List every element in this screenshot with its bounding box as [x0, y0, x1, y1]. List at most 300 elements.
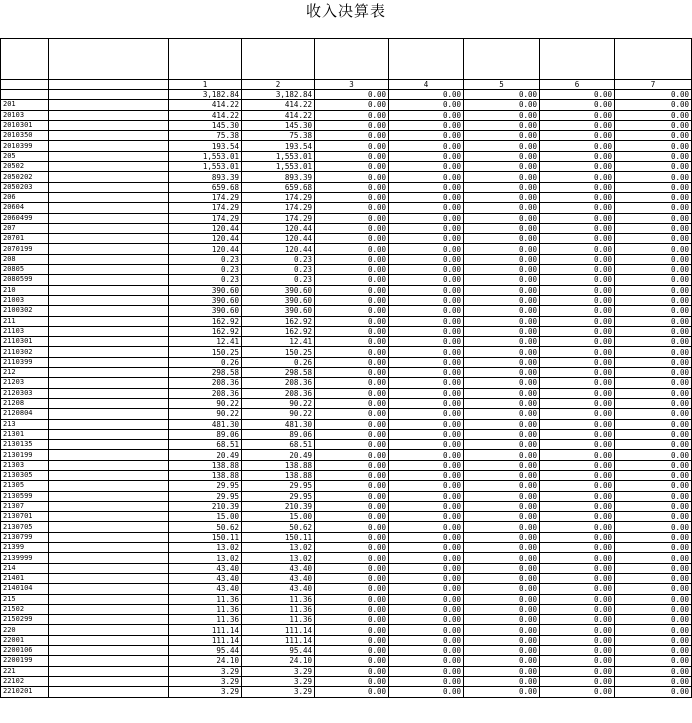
table-row [1, 192, 692, 202]
amount-cell: 12.41 [169, 337, 242, 347]
amount-cell: 0.00 [540, 666, 615, 676]
subject-code-cell: 2070199 [1, 244, 49, 254]
amount-cell: 0.00 [464, 388, 540, 398]
amount-cell: 0.00 [615, 440, 692, 450]
amount-cell: 0.23 [169, 275, 242, 285]
subject-code-cell: 21203 [1, 378, 49, 388]
amount-cell: 0.00 [315, 182, 389, 192]
amount-cell: 0.00 [389, 162, 464, 172]
amount-cell: 0.00 [389, 316, 464, 326]
amount-cell: 0.00 [464, 676, 540, 686]
table-row [1, 481, 692, 491]
amount-cell: 0.00 [464, 450, 540, 460]
amount-cell: 0.00 [615, 131, 692, 141]
amount-cell: 0.00 [615, 295, 692, 305]
amount-cell: 0.00 [315, 573, 389, 583]
amount-cell: 0.00 [389, 254, 464, 264]
table-row [1, 676, 692, 686]
amount-cell: 95.44 [242, 646, 315, 656]
table-row [1, 635, 692, 645]
page-title: 收入决算表 [305, 2, 386, 20]
table-row [1, 368, 692, 378]
amount-cell: 138.88 [242, 470, 315, 480]
subject-name-cell [49, 553, 169, 563]
amount-cell: 0.23 [169, 254, 242, 264]
amount-cell: 95.44 [169, 646, 242, 656]
subject-name-cell [49, 234, 169, 244]
subject-name-cell [49, 440, 169, 450]
amount-cell: 0.00 [315, 120, 389, 130]
table-row [1, 429, 692, 439]
amount-cell: 20.49 [169, 450, 242, 460]
amount-cell: 3,182.84 [242, 90, 315, 100]
amount-cell: 0.00 [464, 625, 540, 635]
amount-cell: 0.00 [615, 110, 692, 120]
amount-cell: 0.00 [464, 440, 540, 450]
amount-cell: 0.00 [540, 151, 615, 161]
amount-cell: 0.00 [315, 203, 389, 213]
subject-name-cell [49, 573, 169, 583]
amount-cell: 0.00 [615, 491, 692, 501]
amount-cell: 11.36 [169, 604, 242, 614]
subject-name-cell [49, 656, 169, 666]
table-row [1, 203, 692, 213]
colno-6: 6 [540, 80, 615, 90]
amount-cell: 0.00 [389, 172, 464, 182]
subject-name-cell [49, 368, 169, 378]
amount-cell: 0.00 [464, 594, 540, 604]
subject-code-cell: 212 [1, 368, 49, 378]
amount-cell: 29.95 [169, 491, 242, 501]
amount-cell: 0.00 [315, 584, 389, 594]
amount-cell: 0.00 [315, 131, 389, 141]
table-row [1, 388, 692, 398]
subject-code-cell: 2050202 [1, 172, 49, 182]
amount-cell: 0.00 [315, 234, 389, 244]
amount-cell: 0.00 [464, 481, 540, 491]
amount-cell: 0.00 [464, 285, 540, 295]
amount-cell: 0.00 [315, 687, 389, 697]
amount-cell: 120.44 [169, 234, 242, 244]
amount-cell: 0.00 [615, 646, 692, 656]
amount-cell: 111.14 [242, 625, 315, 635]
amount-cell: 0.00 [389, 100, 464, 110]
table-row [1, 398, 692, 408]
table-row [1, 295, 692, 305]
amount-cell: 90.22 [169, 398, 242, 408]
table-row [1, 275, 692, 285]
amount-cell: 162.92 [242, 326, 315, 336]
amount-cell: 0.00 [315, 368, 389, 378]
amount-cell: 162.92 [169, 316, 242, 326]
amount-cell: 0.00 [464, 151, 540, 161]
amount-cell: 0.00 [464, 584, 540, 594]
amount-cell: 3.29 [169, 666, 242, 676]
amount-cell: 0.00 [540, 316, 615, 326]
amount-cell: 43.40 [242, 584, 315, 594]
table-row [1, 594, 692, 604]
amount-cell: 0.00 [315, 388, 389, 398]
amount-cell: 390.60 [169, 306, 242, 316]
amount-cell: 0.00 [315, 563, 389, 573]
subject-name-cell [49, 388, 169, 398]
subject-name-cell [49, 254, 169, 264]
amount-cell: 11.36 [169, 615, 242, 625]
table-row [1, 419, 692, 429]
amount-cell: 390.60 [242, 295, 315, 305]
amount-cell: 0.00 [464, 615, 540, 625]
amount-cell: 174.29 [169, 213, 242, 223]
subject-name-cell [49, 491, 169, 501]
amount-cell: 0.00 [464, 419, 540, 429]
amount-cell: 11.36 [242, 604, 315, 614]
amount-cell: 0.00 [464, 656, 540, 666]
amount-cell: 0.00 [615, 316, 692, 326]
subject-code-cell: 2150299 [1, 615, 49, 625]
subject-code-cell [1, 90, 49, 100]
subject-name-cell [49, 584, 169, 594]
subject-code-cell: 20502 [1, 162, 49, 172]
amount-cell: 24.10 [169, 656, 242, 666]
amount-cell: 0.00 [389, 419, 464, 429]
amount-cell: 0.00 [615, 172, 692, 182]
amount-cell: 0.00 [464, 646, 540, 656]
subject-code-cell: 207 [1, 223, 49, 233]
amount-cell: 0.00 [389, 594, 464, 604]
amount-cell: 893.39 [242, 172, 315, 182]
amount-cell: 0.00 [389, 429, 464, 439]
amount-cell: 0.00 [315, 378, 389, 388]
amount-cell: 0.00 [615, 656, 692, 666]
subject-name-cell [49, 120, 169, 130]
amount-cell: 0.00 [389, 182, 464, 192]
amount-cell: 0.00 [540, 398, 615, 408]
amount-cell: 0.00 [464, 368, 540, 378]
amount-cell: 0.00 [540, 512, 615, 522]
amount-cell: 89.06 [169, 429, 242, 439]
subject-code-cell: 21301 [1, 429, 49, 439]
colno-4: 4 [389, 80, 464, 90]
subject-code-cell: 205 [1, 151, 49, 161]
subject-name-cell [49, 522, 169, 532]
subject-name-cell [49, 594, 169, 604]
subject-code-cell: 21307 [1, 501, 49, 511]
amount-cell: 90.22 [242, 398, 315, 408]
amount-cell: 0.00 [464, 306, 540, 316]
subject-code-cell: 2140104 [1, 584, 49, 594]
amount-cell: 0.00 [540, 604, 615, 614]
amount-cell: 0.00 [389, 337, 464, 347]
amount-cell: 0.00 [540, 543, 615, 553]
amount-cell: 0.00 [464, 110, 540, 120]
amount-cell: 208.36 [169, 388, 242, 398]
amount-cell: 0.00 [315, 646, 389, 656]
amount-cell: 0.00 [389, 646, 464, 656]
amount-cell: 0.00 [615, 275, 692, 285]
subject-name-cell [49, 213, 169, 223]
amount-cell: 0.00 [389, 275, 464, 285]
amount-cell: 1,553.01 [169, 162, 242, 172]
amount-cell: 0.00 [315, 244, 389, 254]
amount-cell: 13.02 [242, 543, 315, 553]
amount-cell: 0.00 [615, 543, 692, 553]
amount-cell: 414.22 [242, 100, 315, 110]
amount-cell: 0.00 [540, 100, 615, 110]
subject-code-cell: 22102 [1, 676, 49, 686]
amount-cell: 0.00 [615, 553, 692, 563]
amount-cell: 0.00 [540, 573, 615, 583]
amount-cell: 3.29 [242, 666, 315, 676]
header-col-4 [389, 39, 464, 80]
colno-1: 1 [169, 80, 242, 90]
subject-code-cell: 2210201 [1, 687, 49, 697]
amount-cell: 0.00 [615, 306, 692, 316]
amount-cell: 0.00 [615, 90, 692, 100]
amount-cell: 0.00 [464, 326, 540, 336]
amount-cell: 0.00 [540, 192, 615, 202]
subject-name-cell [49, 131, 169, 141]
amount-cell: 0.00 [615, 429, 692, 439]
amount-cell: 0.00 [389, 295, 464, 305]
amount-cell: 0.00 [540, 141, 615, 151]
table-row [1, 563, 692, 573]
subject-name-cell [49, 409, 169, 419]
subject-code-cell: 21103 [1, 326, 49, 336]
amount-cell: 162.92 [242, 316, 315, 326]
table-row [1, 460, 692, 470]
amount-cell: 0.00 [464, 666, 540, 676]
amount-cell: 0.00 [615, 532, 692, 542]
amount-cell: 43.40 [169, 563, 242, 573]
amount-cell: 13.02 [169, 543, 242, 553]
table-row [1, 234, 692, 244]
amount-cell: 43.40 [242, 573, 315, 583]
subject-code-cell: 214 [1, 563, 49, 573]
amount-cell: 150.11 [242, 532, 315, 542]
amount-cell: 0.00 [540, 419, 615, 429]
amount-cell: 75.38 [242, 131, 315, 141]
subject-code-cell: 211 [1, 316, 49, 326]
colno-3: 3 [315, 80, 389, 90]
amount-cell: 0.00 [315, 440, 389, 450]
amount-cell: 0.00 [389, 553, 464, 563]
amount-cell: 0.00 [315, 337, 389, 347]
amount-cell: 0.00 [315, 265, 389, 275]
subject-name-cell [49, 419, 169, 429]
amount-cell: 0.00 [615, 223, 692, 233]
amount-cell: 0.00 [464, 563, 540, 573]
table-row [1, 265, 692, 275]
amount-cell: 0.00 [389, 440, 464, 450]
subject-code-cell: 21502 [1, 604, 49, 614]
subject-code-cell: 2010301 [1, 120, 49, 130]
amount-cell: 0.00 [464, 460, 540, 470]
subject-name-cell [49, 223, 169, 233]
amount-cell: 0.00 [464, 254, 540, 264]
amount-cell: 0.00 [615, 481, 692, 491]
subject-code-cell: 2110399 [1, 357, 49, 367]
amount-cell: 0.00 [540, 460, 615, 470]
subject-name-cell [49, 306, 169, 316]
amount-cell: 0.00 [540, 687, 615, 697]
amount-cell: 0.00 [389, 501, 464, 511]
table-row [1, 440, 692, 450]
header-col-1 [169, 39, 242, 80]
table-row [1, 604, 692, 614]
amount-cell: 0.00 [540, 501, 615, 511]
amount-cell: 0.26 [242, 357, 315, 367]
amount-cell: 0.00 [315, 666, 389, 676]
subject-name-cell [49, 625, 169, 635]
subject-name-cell [49, 244, 169, 254]
amount-cell: 0.00 [464, 532, 540, 542]
table-row [1, 151, 692, 161]
amount-cell: 414.22 [242, 110, 315, 120]
amount-cell: 0.00 [540, 285, 615, 295]
amount-cell: 0.00 [615, 522, 692, 532]
subject-name-cell [49, 604, 169, 614]
amount-cell: 0.00 [315, 162, 389, 172]
amount-cell: 174.29 [242, 192, 315, 202]
table-row [1, 501, 692, 511]
amount-cell: 0.00 [615, 419, 692, 429]
amount-cell: 0.00 [389, 120, 464, 130]
colno-name [49, 80, 169, 90]
amount-cell: 0.00 [615, 162, 692, 172]
amount-cell: 0.00 [315, 419, 389, 429]
amount-cell: 0.00 [464, 223, 540, 233]
amount-cell: 150.11 [169, 532, 242, 542]
table-row [1, 141, 692, 151]
amount-cell: 0.00 [540, 275, 615, 285]
amount-cell: 0.00 [389, 192, 464, 202]
subject-name-cell [49, 151, 169, 161]
amount-cell: 0.00 [464, 213, 540, 223]
subject-name-cell [49, 275, 169, 285]
amount-cell: 0.00 [389, 388, 464, 398]
subject-name-cell [49, 543, 169, 553]
amount-cell: 0.00 [464, 295, 540, 305]
subject-code-cell: 2130135 [1, 440, 49, 450]
table-row [1, 254, 692, 264]
amount-cell: 0.00 [615, 244, 692, 254]
table-row [1, 615, 692, 625]
amount-cell: 0.00 [315, 409, 389, 419]
subject-code-cell: 2130701 [1, 512, 49, 522]
amount-cell: 0.00 [315, 481, 389, 491]
amount-cell: 0.00 [464, 635, 540, 645]
table-row [1, 337, 692, 347]
amount-cell: 0.00 [464, 409, 540, 419]
table-row [1, 512, 692, 522]
amount-cell: 0.00 [315, 470, 389, 480]
header-name [49, 39, 169, 80]
amount-cell: 0.00 [615, 141, 692, 151]
amount-cell: 0.00 [615, 450, 692, 460]
amount-cell: 0.00 [540, 388, 615, 398]
subject-name-cell [49, 676, 169, 686]
amount-cell: 174.29 [169, 192, 242, 202]
amount-cell: 0.00 [615, 357, 692, 367]
table-row [1, 378, 692, 388]
amount-cell: 0.00 [315, 285, 389, 295]
subject-code-cell: 208 [1, 254, 49, 264]
amount-cell: 0.00 [315, 100, 389, 110]
amount-cell: 0.00 [464, 182, 540, 192]
amount-cell: 193.54 [242, 141, 315, 151]
amount-cell: 0.00 [615, 337, 692, 347]
colno-7: 7 [615, 80, 692, 90]
amount-cell: 0.00 [540, 368, 615, 378]
amount-cell: 89.06 [242, 429, 315, 439]
amount-cell: 3.29 [242, 687, 315, 697]
subject-name-cell [49, 563, 169, 573]
amount-cell: 208.36 [169, 378, 242, 388]
amount-cell: 0.00 [389, 110, 464, 120]
amount-cell: 43.40 [242, 563, 315, 573]
subject-code-cell: 201 [1, 100, 49, 110]
subject-code-cell: 215 [1, 594, 49, 604]
subject-name-cell [49, 295, 169, 305]
amount-cell: 0.00 [389, 543, 464, 553]
subject-code-cell: 2139999 [1, 553, 49, 563]
table-row [1, 244, 692, 254]
table-row [1, 532, 692, 542]
subject-code-cell: 21003 [1, 295, 49, 305]
amount-cell: 0.00 [389, 244, 464, 254]
amount-cell: 0.00 [464, 573, 540, 583]
amount-cell: 0.00 [389, 151, 464, 161]
amount-cell: 193.54 [169, 141, 242, 151]
subject-name-cell [49, 635, 169, 645]
amount-cell: 0.00 [540, 337, 615, 347]
amount-cell: 174.29 [242, 203, 315, 213]
amount-cell: 0.00 [464, 470, 540, 480]
colno-2: 2 [242, 80, 315, 90]
amount-cell: 0.00 [389, 656, 464, 666]
amount-cell: 0.00 [464, 604, 540, 614]
amount-cell: 414.22 [169, 110, 242, 120]
amount-cell: 0.00 [464, 398, 540, 408]
table-row [1, 162, 692, 172]
colno-5: 5 [464, 80, 540, 90]
amount-cell: 0.00 [615, 470, 692, 480]
amount-cell: 0.00 [464, 172, 540, 182]
subject-code-cell: 21305 [1, 481, 49, 491]
subject-code-cell: 2110301 [1, 337, 49, 347]
amount-cell: 0.00 [389, 203, 464, 213]
amount-cell: 0.00 [315, 172, 389, 182]
table-row [1, 543, 692, 553]
amount-cell: 0.00 [389, 131, 464, 141]
subject-name-cell [49, 398, 169, 408]
amount-cell: 0.00 [315, 553, 389, 563]
table-row [1, 100, 692, 110]
amount-cell: 0.23 [242, 265, 315, 275]
amount-cell: 0.00 [615, 460, 692, 470]
amount-cell: 0.00 [615, 615, 692, 625]
amount-cell: 0.00 [540, 429, 615, 439]
subject-name-cell [49, 450, 169, 460]
colno-code [1, 80, 49, 90]
amount-cell: 68.51 [169, 440, 242, 450]
amount-cell: 0.00 [540, 120, 615, 130]
table-row [1, 625, 692, 635]
table-row [1, 347, 692, 357]
amount-cell: 0.00 [540, 584, 615, 594]
amount-cell: 0.00 [315, 275, 389, 285]
subject-code-cell: 2130305 [1, 470, 49, 480]
